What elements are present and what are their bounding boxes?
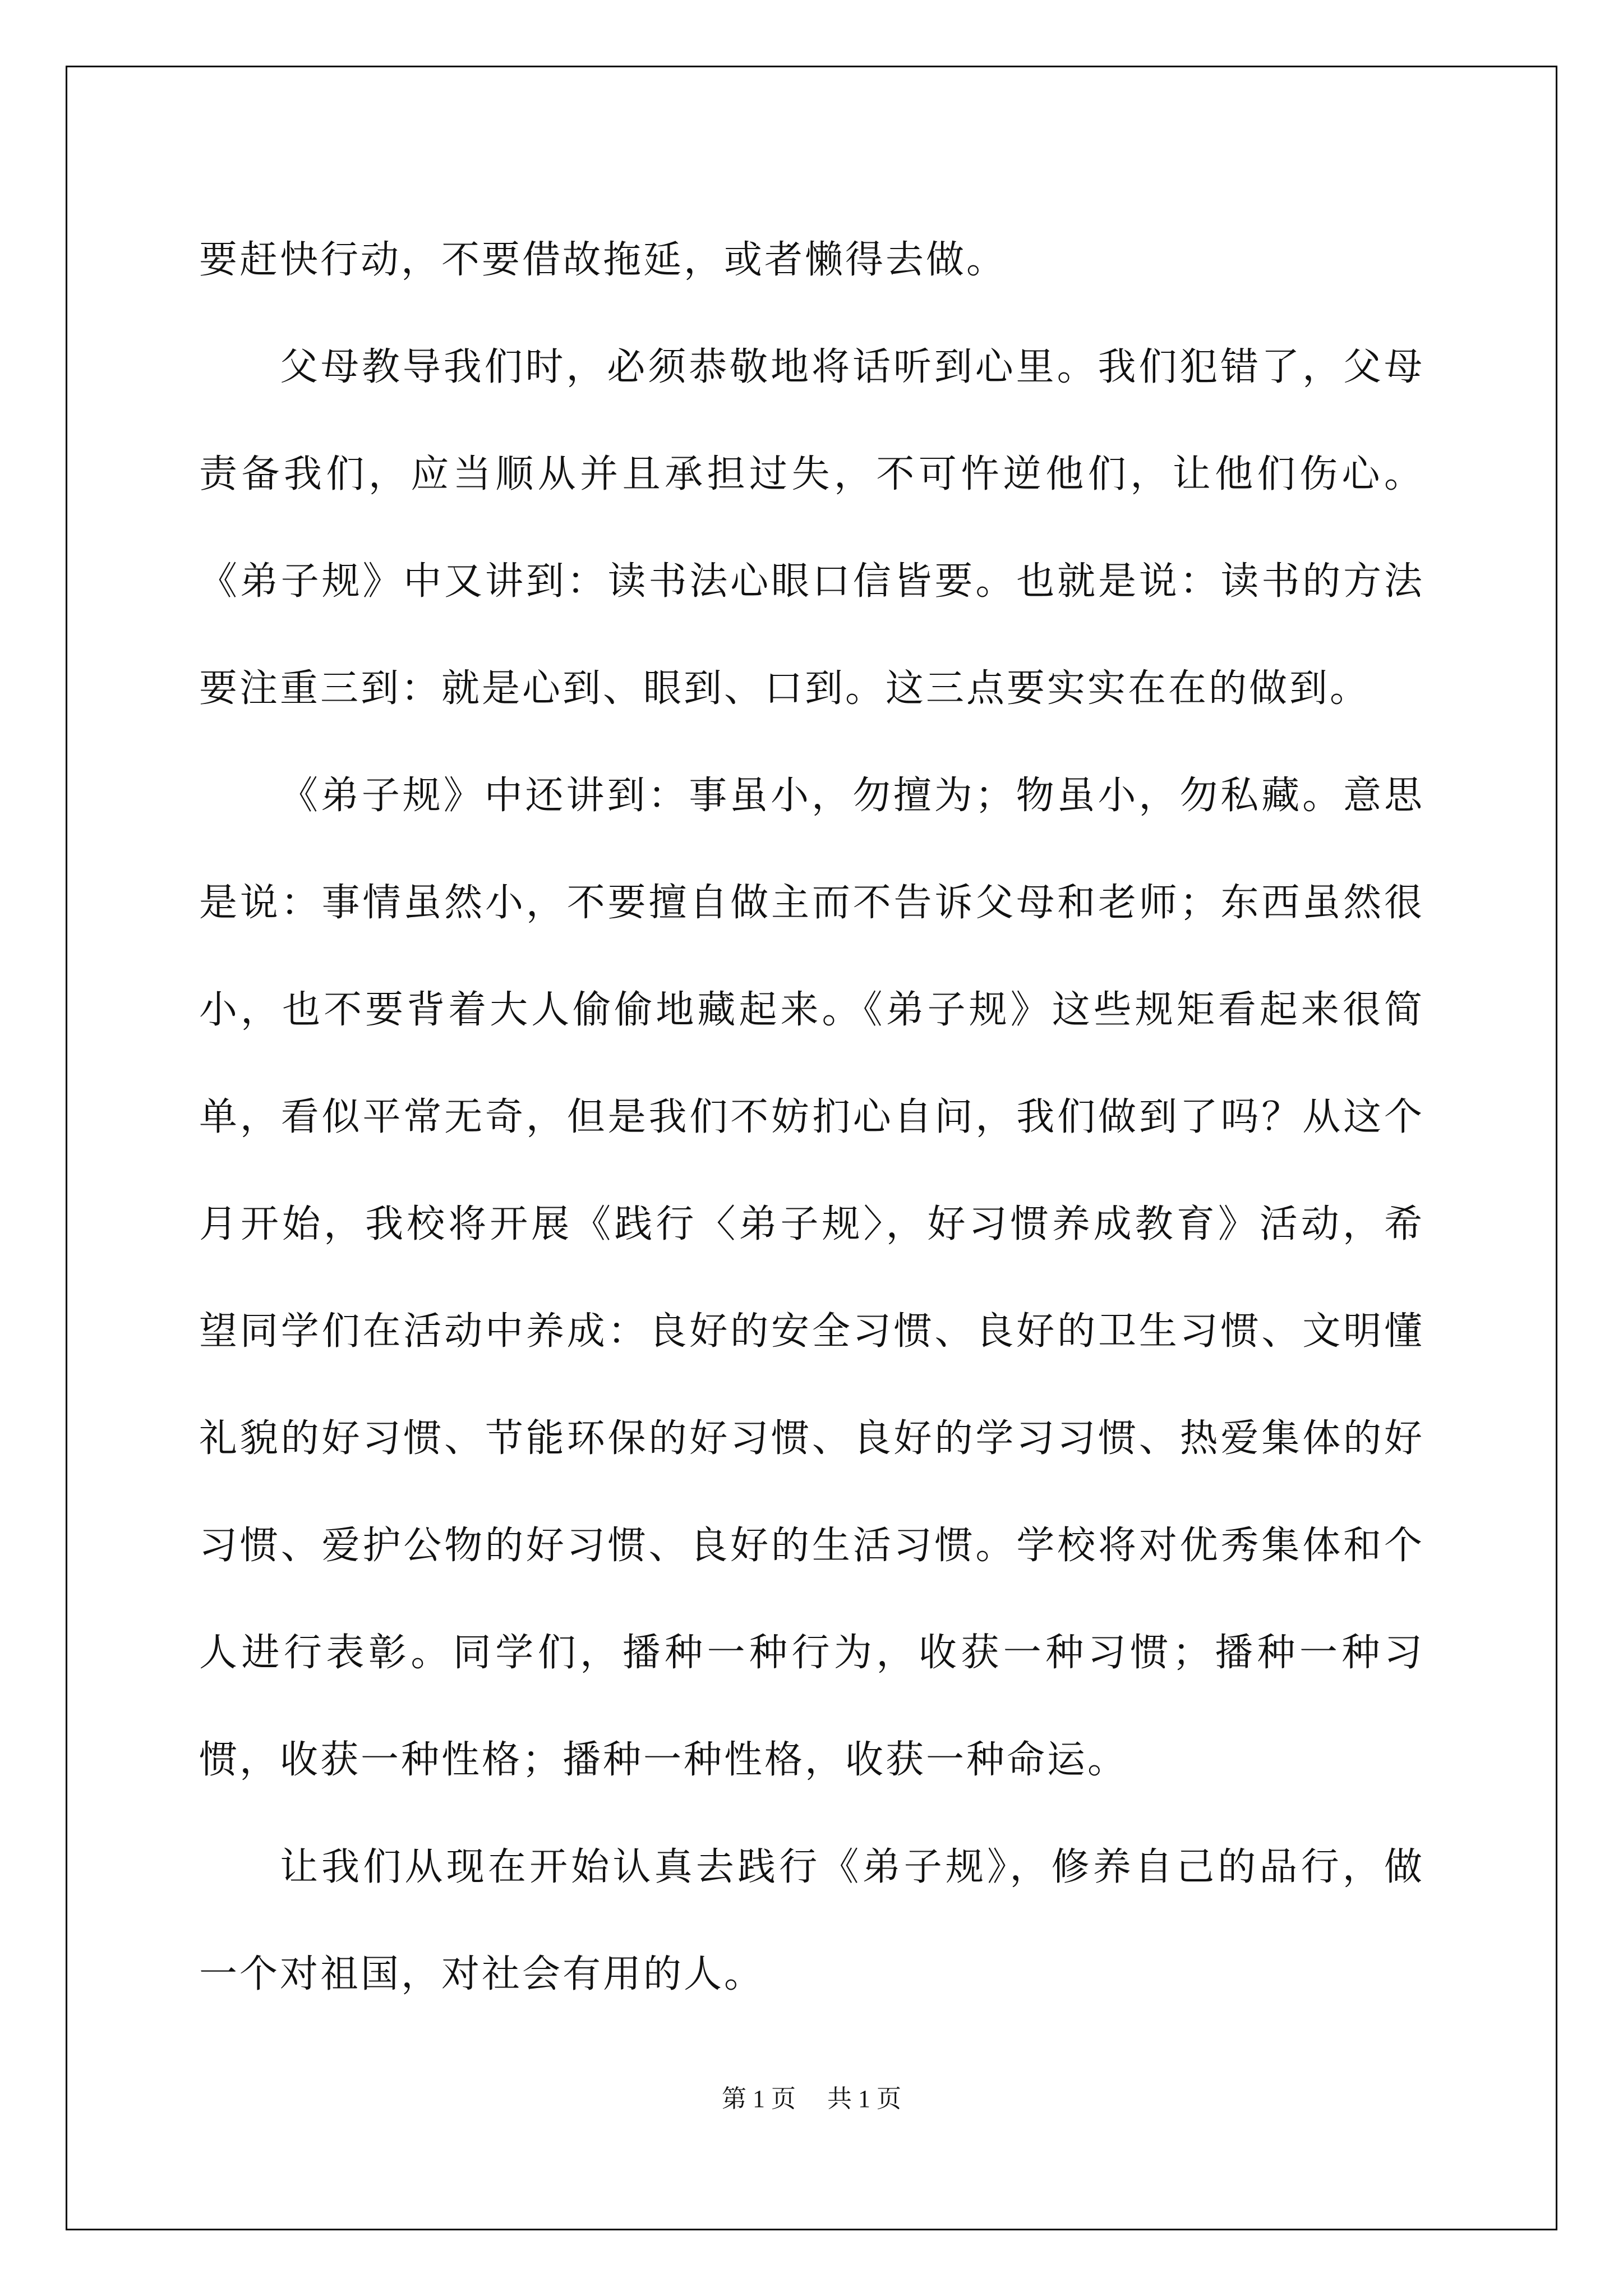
paragraph-2: 父母教导我们时，必须恭敬地将话听到心里。我们犯错了，父母责备我们，应当顺从并且承担过失，不可忤逆他们，让他们伤心。《弟子规》中又讲到：读书法心眼口信皆要。也就是说：读书的方法要注重三到：就是心到、眼到、口到。这三点要实实在在的做到。 <box>199 345 1424 711</box>
document-body <box>199 206 1424 2028</box>
paragraph-4: 让我们从现在开始认真去践行《弟子规》，修养自己的品行，做一个对祖国，对社会有用的人。 <box>199 1845 1424 1996</box>
page-total: 共 1 页 <box>827 2085 901 2113</box>
paragraph-1: 要赶快行动，不要借故拖延，或者懒得去做。 <box>199 238 1007 282</box>
page-footer <box>0 2082 1623 2116</box>
paragraph-3: 《弟子规》中还讲到：事虽小，勿擅为；物虽小，勿私藏。意思是说：事情虽然小，不要擅自做主而不告诉父母和老师；东西虽然很小，也不要背着大人偷偷地藏起来。《弟子规》这些规矩看起来很简单，看似平常无奇，但是我们不妨扪心自问，我们做到了吗？从这个月开始，我校将开展《践行〈弟子规〉，好习惯养成教育》活动，希望同学们在活动中养成：良好的安全习惯、良好的卫生习惯、文明懂礼貌的好习惯、节能环保的好习惯、良好的学习习惯、热爱集体的好习惯、爱护公物的好习惯、良好的生活习惯。学校将对优秀集体和个人进行表彰。同学们，播种一种行为，收获一种习惯；播种一种习惯，收获一种性格；播种一种性格，收获一种命运。 <box>199 774 1424 1782</box>
page-number: 第 1 页 <box>722 2085 796 2113</box>
